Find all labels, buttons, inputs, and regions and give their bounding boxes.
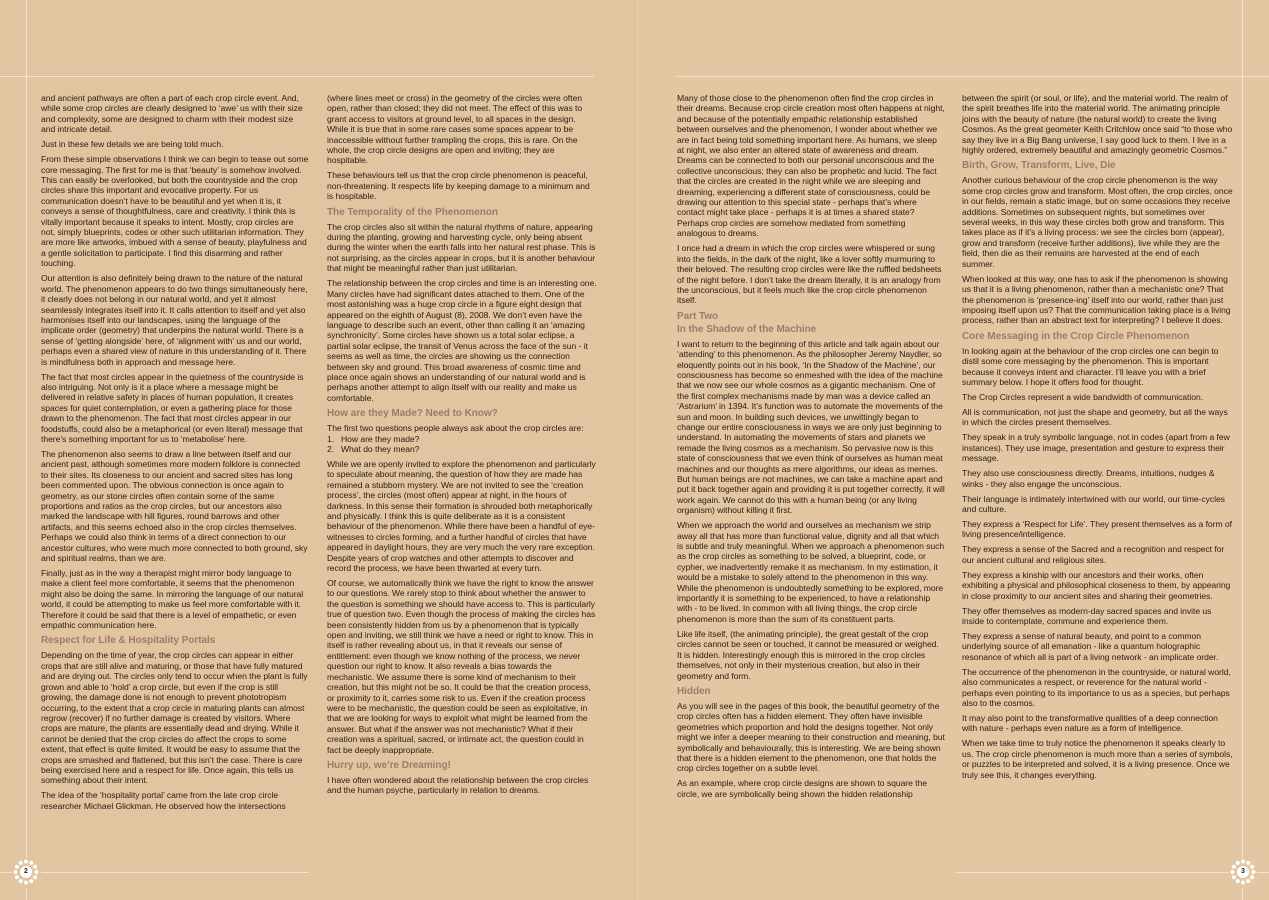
page-number-badge-left <box>13 859 39 885</box>
paragraph: The phenomenon also seems to draw a line between itself and our ancient past, although sometimes more modern folklore is connected to their sites. Its closeness to our ancient and sacred sites has long been commented upon. The obvious connection is once again to geometry, as our stone circles often contain some of the same proportions and ratios as the crop circles, but our ancestors also marked the landscape with hill figures, round barrows and other artifacts, and this seems echoed also in the crop circles themselves. Perhaps we could also think in terms of a direct connection to our ancestor cultures, who were much more connected to both ground, sky and spiritual realms, than we are. <box>41 448 308 564</box>
list-item <box>327 444 597 454</box>
paragraph: The first two questions people always ask about the crop circles are: <box>327 423 584 434</box>
section-heading: Respect for Life & Hospitality Portals <box>41 635 216 647</box>
paragraph: They express a sense of the Sacred and a recognition and respect for our ancient cultural and religious sites. <box>962 544 1225 565</box>
paragraph: They express a sense of natural beauty, and point to a common underlying source of all emanation - like a quantum holographic resonance of which all is part of a living network - an implicate order. <box>962 631 1219 662</box>
paragraph: They speak in a truly symbolic language, not in codes (apart from a few instances). They use image, presentation and gesture to express their message. <box>962 432 1230 464</box>
paragraph: and ancient pathways are often a part of each crop circle event. And, while some crop circles are clearly designed to ‘awe’ us with their size and complexity, some are designed to charm with their modest size and intricate detail. <box>41 93 303 135</box>
question-list <box>327 434 597 455</box>
paragraph: While we are openly invited to explore the phenomenon and particularly to speculate about meaning, the question of how they are made has remained a stubborn mystery. We are not invited to see the ‘creation process’, the circles (most often) appear at night, in the hours of darkness. In this sense their formation is shrouded both metaphorically and physically. I think this is quite deliberate as it is a consistent behaviour of the phenomenon. While there have been a handful of eye-witnesses to circles forming, and a further handful of circles that have appeared in daylight hours, they are very much the very rare exception. Despite years of crop watches and other attempts to discover and record the process, we have been thwarted at every turn. <box>327 458 596 574</box>
paragraph: They offer themselves as modern-day sacred spaces and invite us inside to contemplate, commune and experience them. <box>962 605 1212 626</box>
paragraph: Another curious behaviour of the crop circle phenomenon is the way some crop circles grow and transform. Most often, the crop circles, once in our fields, remain a static image, but on some occasions they receive additions. Sometimes on subsequent nights, but sometimes over several weeks, in this way these circles both grow and transform. This takes place as if it’s a living process: we see the circles born (appear), grow and transform (receive further additions), live while they are the field, then die as their remains are harvested at the end of each summer. <box>962 175 1233 269</box>
section-heading: Hidden <box>677 685 711 697</box>
bottom-tick-left <box>26 888 27 900</box>
page-number-badge-right <box>1230 859 1256 885</box>
paragraph: I want to return to the beginning of this article and talk again about our ‘attending’ to this phenomenon. As the philosopher Jeremy Naydler, so eloquently points out in his book, ‘In the Shadow of the Machine’, our consciousness has become so enmeshed with the idea of the machine that we now see our whole cosmos as a gigantic mechanism. One of the first complex mechanisms made by man was a device called an ‘Astrarium’ in 1394. It’s function was to automate the movements of the sun and moon. In building such devices, we unwittingly began to change our entire consciousness in ways we are only just beginning to understand. In automating the movements of stars and planets we remade the living cosmos as a mechanism. So pervasive now is this state of consciousness that we even think of ourselves as human meat machines and our thoughts as mere algorithms, our ideas as memes. But human beings are not machines, we can take a machine apart and put it back together again and providing it is put together correctly, it will work again. We cannot do this with a human being (or any living organism) without killing it first. <box>677 338 945 516</box>
paragraph: The relationship between the crop circles and time is an interesting one. Many circles have had significant dates attached to them. One of the most astonishing was a huge crop circle in a figure eight design that appeared on the eighth of August (8), 2008. We don’t even have the language to describe such an event, other than calling it an ‘amazing synchronicity’. Some circles have shown us a total solar eclipse, a partial solar eclipse, the transit of Venus across the face of the sun - it seems as well as time, the circles are showing us the connection between sky and ground. This broad awareness of cosmic time and place once again shows an understanding of our natural world and is perhaps another attempt to align itself with our reality and make us comfortable. <box>327 278 597 403</box>
bottom-tick-right <box>1242 888 1243 900</box>
list-number: 2. <box>327 443 335 454</box>
paragraph: Many of those close to the phenomenon often find the crop circles in their dreams. Because crop circle creation most often happens at night, and because of the potentially empathic relationship established between ourselves and the phenomenon, I wonder about whether we are in fact being told something important here. As humans, we sleep at night, we also enter an altered state of awareness and dream. Dreams can be connected to both our personal unconscious and the collective unconscious; they can also be prophetic and lucid. The fact that the circles are created in the night while we are sleeping and dreaming, experiencing a different state of consciousness, could be drawing our attention to this special state - perhaps that’s where contact might take place - perhaps it is at times a shared state? Perhaps crop circles are somehow mediated from something analogous to dreams. <box>677 93 945 239</box>
column-4 <box>962 93 1234 785</box>
paragraph: As you will see in the pages of this book, the beautiful geometry of the crop circles often has a hidden element. They often have invisible geometries which proportion and hold the designs together. Not only might we infer a deeper meaning to their construction and meaning, but symbolically and behaviourally, this is interesting. We are being shown that there is a hidden element to the phenomenon, one that holds the crop circles together on a subtle level. <box>677 700 945 774</box>
paragraph: The occurrence of the phenomenon in the countryside, or natural world, also communicates a respect, or reverence for the natural world - perhaps even pointing to its importance to us as a species, but perhaps also to the cosmos. <box>962 666 1231 709</box>
paragraph: between the spirit (or soul, or life), and the material world. The realm of the spirit breathes life into the material world. The animating principle joins with the beauty of nature (the natural world) to create the living Cosmos. As the great geometer Keith Critchlow once said “to those who say they live in a Big Bang universe, I say good luck to them. I live in a highly ordered, extremely beautiful and amazingly geometric Cosmos.” <box>962 93 1233 156</box>
section-heading: How are they Made? Need to Know? <box>327 408 498 420</box>
column-2 <box>327 93 597 800</box>
page-gutter <box>634 0 635 900</box>
paragraph: In looking again at the behaviour of the crop circles one can begin to distil some core messaging by the phenomenon. This is important because it conveys intent and character. I’ll leave you with a brief summary below. I hope it offers food for thought. <box>962 345 1219 387</box>
paragraph: Like life itself, (the animating principle), the great gestalt of the crop circles cannot be seen or touched, it cannot be measured or weighed. It is hidden. Interestingly enough this is mirrored in the crop circles themselves, not only in their mysterious creation, but also in their geometry and form. <box>677 628 939 681</box>
paragraph: When we take time to truly notice the phenomenon it speaks clearly to us. The crop circle phenomenon is much more than a series of symbols, or puzzles to be interpreted and solved, it is a living presence. Once we truly see this, it changes everything. <box>962 738 1233 780</box>
paragraph: These behaviours tell us that the crop circle phenomenon is peaceful, non-threatening. It respects life by keeping damage to a minimum and is hospitable. <box>327 170 590 202</box>
paragraph: The Crop Circles represent a wide bandwidth of communication. <box>962 391 1204 402</box>
margin-rule-left <box>26 0 27 858</box>
page-number: 2 <box>20 866 32 878</box>
paragraph: It may also point to the transformative qualities of a deep connection with nature - perhaps even nature as a form of intelligence. <box>962 713 1218 734</box>
paragraph: When we approach the world and ourselves as mechanism we strip away all that has more than functional value, dignity and all that which is subtle and truly meaningful. When we approach a phenomenon such as the crop circles as something to be solved, a blueprint, code, or cypher, we inadvertently remake it as mechanism. In my estimation, it would be a mistake to solely attend to the phenomenon in this way. While the phenomenon is undoubtedly something to be explored, more importantly it is something to be experienced, to have a relationship with - to be lived. In common with all living things, the crop circle phenomenon is more than the sum of its constituent parts. <box>677 520 945 624</box>
section-heading: Birth, Grow, Transform, Live, Die <box>962 160 1116 172</box>
list-number: 1. <box>327 433 335 444</box>
section-heading: The Temporality of the Phenomenon <box>327 206 498 218</box>
paragraph: They express a kinship with our ancestors and their works, often exhibiting a physical and philosophical closeness to them, by appearing in close proximity to our ancient sites and sharing their geometries. <box>962 569 1231 601</box>
paragraph: They also use consciousness directly. Dreams, intuitions, nudges & winks - they also engage the unconscious. <box>962 468 1215 489</box>
section-heading: Core Messaging in the Crop Circle Phenomenon <box>962 330 1190 342</box>
paragraph: As an example, where crop circle designs are shown to square the circle, we are symbolically being shown the hidden relationship <box>677 778 927 799</box>
column-3 <box>677 93 945 804</box>
paragraph: Finally, just as in the way a therapist might mirror body language to make a client feel more comfortable, it seems that the phenomenon might also be doing the same. In mirroring the language of our natural world, it could be attempting to make us feel more comfortable with it. Therefore it could be said that there is a level of empathetic, or even empathic communication here. <box>41 568 304 631</box>
paragraph: Of course, we automatically think we have the right to know the answer to our questions. We rarely stop to think about whether the answer to the question is something we should have access to. This is particularly true of question two. Even though the process of making the circles has been consistently hidden from us by a phenomenon that is typically open and inviting, we still think we have a need or right to know. This in itself is rather revealing about us, in that it reveals our sense of entitlement: even though we know nothing of the process, we never question our right to know. It also reveals a bias towards the mechanistic. We assume there is some kind of mechanism to their creation, but this might not be so. It could be that the creation process, or proximity to it, carries some risk to us. Even if the creation process were to be mechanistic, the question could be seen as exploitative, in that we are looking for ways to exploit what might be learned from the answer. But what if the answer was not mechanistic? What if their creation was a spiritual, sacred, or intimate act, the question could in fact be deeply inappropriate. <box>327 578 596 755</box>
paragraph: All is communication, not just the shape and geometry, but all the ways in which the circles present themselves. <box>962 406 1228 428</box>
bottom-rule-right-a <box>955 872 1229 873</box>
list-item <box>327 434 597 444</box>
top-rule-left <box>0 76 594 77</box>
paragraph: Their language is intimately intertwined with our world, our time-cycles and culture. <box>962 493 1225 514</box>
section-heading: Hurry up, we’re Dreaming! <box>327 759 451 771</box>
paragraph: (where lines meet or cross) in the geometry of the circles were often open, rather than closed; they did not meet. The effect of this was to grant access to visitors at ground level, to all spaces in the design. While it is true that in some rare cases some spaces appear to be inaccessible without further trampling the crops, this is rare. On the whole, the crop circle designs are open and inviting; they are hospitable. <box>327 93 583 166</box>
paragraph: The crop circles also sit within the natural rhythms of nature, appearing during the planting, growing and harvesting cycle, only being absent during the winter when the earth falls into her natural rest phase. This is not surprising, as the circles appear in crops, but it is another behaviour that might be meaningful rather than just utilitarian. <box>327 221 596 274</box>
page-number: 3 <box>1237 866 1249 878</box>
paragraph: Our attention is also definitely being drawn to the nature of the natural world. The phenomenon appears to do two things simultaneously here, it clearly does not belong in our natural world, and yet it almost seamlessly integrates itself into it. It calls attention to itself and yet also harmonises itself into our landscapes, using the language of the implicate order (geometry) that underpins the natural world. There is a sense of ‘getting alongside’ here, of ‘alignment with’ us and our world, perhaps even a shared view of nature in this understanding of it. There is mindfulness both in approach and message here. <box>41 273 308 367</box>
bottom-rule-left-b <box>41 872 309 873</box>
paragraph: They express a ‘Respect for Life’. They present themselves as a form of living presence/intelligence. <box>962 518 1232 540</box>
list-text: What do they mean? <box>341 443 420 454</box>
bottom-rule-right-b <box>1257 872 1269 873</box>
margin-rule-right <box>1242 0 1243 858</box>
paragraph: I once had a dream in which the crop circles were whispered or sung into the fields, in the dark of the night, like a lover softly murmuring to their beloved. The resulting crop circles were like the ruffled bedsheets of the night before. I don’t take the dream literally, it is an analogy from the unconscious, but it feels much like the crop circle phenomenon itself. <box>677 243 942 306</box>
top-rule-right <box>677 76 1269 77</box>
paragraph: The fact that most circles appear in the quietness of the countryside is also intriguing. Not only is it a place where a message might be delivered in relative safety in places of human population, it creates spaces for quiet contemplation, or even a gathering place for those drawn to the phenomenon. The fact that most circles appear in our foodstuffs, could also be a metaphorical (or even literal) message that there’s something important for us to ‘metabolise’ here. <box>41 371 304 444</box>
list-text: How are they made? <box>341 433 420 444</box>
column-1 <box>41 93 309 816</box>
paragraph: I have often wondered about the relationship between the crop circles and the human psyche, particularly in relation to dreams. <box>327 774 589 796</box>
paragraph: When looked at this way, one has to ask if the phenomenon is showing us that it is a living phenomenon, rather than a mechanistic one? That the phenomenon is ‘presence-ing’ itself into our world, rather than just imposing itself upon us? That the communication taking place is a living process, rather than an abstract text for interpreting? I believe it does. <box>962 273 1231 326</box>
paragraph: Depending on the time of year, the crop circles can appear in either crops that are still alive and maturing, or those that have fully matured and are drying out. The circles only tend to occur when the plant is fully grown and able to ‘hold’ a crop circle, but even if the crop is still growing, the damage done is not enough to prevent phototropism occurring, to the extent that a crop circle in maturing plants can almost regrow (recover) if no further damage is created by visitors. Where crops are mature, the plants are essentially dead and drying. While it cannot be denied that the crop circles do affect the crops to some extent, that effect is quite limited. It would be easy to assume that the crops are smashed and flattened, but this isn’t the case. There is care being exercised here and a respect for life. Once again, this tells us something about their intent. <box>41 650 308 786</box>
paragraph: Just in these few details we are being told much. <box>41 139 224 150</box>
paragraph: From these simple observations I think we can begin to tease out some core messaging. The first for me is that ‘beauty’ is somehow involved. This can easily be overlooked, but both the countryside and the crop circles share this important and evocative property. For us communication doesn’t have to be beautiful and yet when it is, it conveys a sense of thoughtfulness, care and creativity. I think this is vitally important because it speaks to intent. Mostly, crop circles are not, simply blueprints, codes or other such utilitarian information. They are more like artworks, imbued with a sense of beauty, playfulness and a gentle solicitation to participate. I find this disarming and rather touching. <box>41 154 309 269</box>
part-heading: Part Two <box>677 310 719 322</box>
bottom-rule-left-a <box>0 872 12 873</box>
paragraph: The idea of the ‘hospitality portal’ came from the late crop circle researcher Michael Glickman. He observed how the intersections <box>41 790 286 811</box>
section-heading: In the Shadow of the Machine <box>677 323 817 335</box>
